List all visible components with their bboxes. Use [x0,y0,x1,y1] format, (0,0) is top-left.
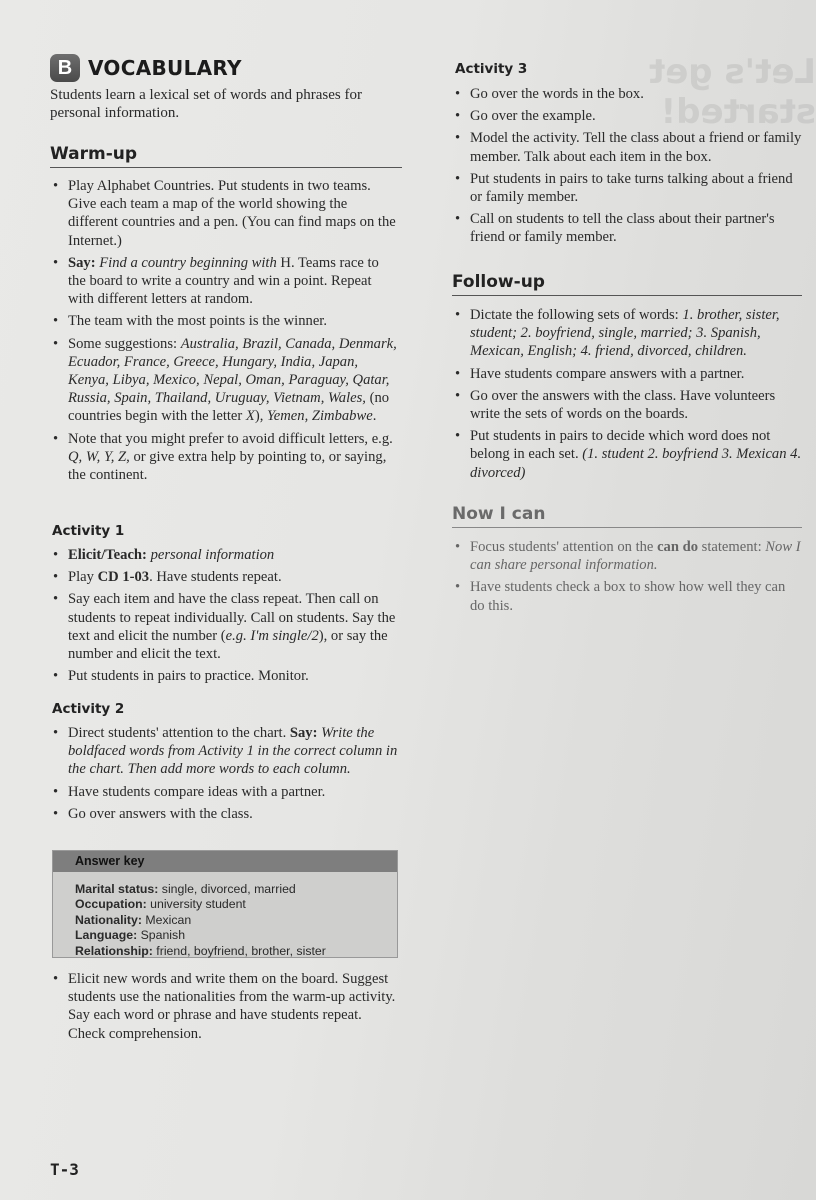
list-item: • Note that you might prefer to avoid difficult letters, e.g. Q, W, Y, Z, or give extra help by pointing to, or saying, the continent. [50,430,400,485]
section-intro: Students learn a lexical set of words and phrases for personal information. [50,87,362,121]
after-key-list [50,970,400,1047]
list-item: • Put students in pairs to practice. Monitor. [50,667,400,685]
followup-list [452,306,802,486]
list-item: • Go over the answers with the class. Have volunteers write the sets of words on the boards. [452,387,802,423]
warmup-heading: Warm-up [50,144,402,168]
list-item: • Put students in pairs to take turns talking about a friend or family member. [452,170,802,206]
list-item: • Have students compare ideas with a partner. [50,783,400,801]
section-header [50,54,242,82]
list-item: • Some suggestions: Australia, Brazil, Canada, Denmark, Ecuador, France, Greece, Hungary, India, Japan, Kenya, Libya, Mexico, Nepal, Oman, Paraguay, Qatar, Russia, Spain, Thailand, Uruguay, Vietnam, Wales, (no countries begin with the letter X), Yemen, Zimbabwe. [50,335,400,426]
warmup-list [50,177,400,488]
answer-key-row: Marital status: single, divorced, married [75,882,296,896]
list-item: • Play CD 1-03. Have students repeat. [50,568,400,586]
section-title: VOCABULARY [88,56,242,80]
list-item: • Go over answers with the class. [50,805,400,823]
list-item: • Put students in pairs to decide which word does not belong in each set. (1. student 2. boyfriend 3. Mexican 4. divorced) [452,427,802,482]
answer-key-row: Occupation: university student [75,897,246,912]
activity1-list [50,546,400,689]
activity1-heading: Activity 1 [52,523,125,539]
list-item: • Elicit/Teach: personal information [50,546,400,564]
activity3-heading: Activity 3 [455,61,528,77]
list-item: • Focus students' attention on the can do statement: Now I can share personal information. [452,538,802,574]
list-item: • Play Alphabet Countries. Put students in two teams. Give each team a map of the world showing the different countries and a pen. (You can find maps on the Internet.) [50,177,400,250]
list-item: • The team with the most points is the winner. [50,312,400,330]
section-badge: B [50,54,80,82]
list-item: • Say: Find a country beginning with H. Teams race to the board to write a country and win a point. Repeat with different letters at random. [50,254,400,309]
answer-key-box [52,850,398,958]
activity2-list [50,724,400,827]
list-item: • Elicit new words and write them on the board. Suggest students use the nationalities from the warm-up activity. Say each word or phrase and have students repeat. Check comprehension. [50,970,400,1043]
list-item: • Go over the words in the box. [452,85,802,103]
list-item: • Call on students to tell the class about their partner's friend or family member. [452,210,802,246]
list-item: • Go over the example. [452,107,802,125]
nowican-heading: Now I can [452,504,802,528]
list-item: • Have students check a box to show how well they can do this. [452,578,802,614]
answer-key-body [53,872,397,959]
activity2-heading: Activity 2 [52,701,125,717]
list-item: • Say each item and have the class repeat. Then call on students to repeat individually. Call on students. Say the text and elicit the number (e.g. I'm single/2), or say the number and elicit the text. [50,590,400,663]
bleed-through-text: Let's get started! [648,52,816,132]
answer-key-row: Relationship: friend, boyfriend, brother, sister [75,943,326,958]
activity3-list [452,85,802,251]
answer-key-row: Nationality: Mexican [75,912,192,927]
list-item: • Direct students' attention to the chart. Say: Write the boldfaced words from Activity 1 in the correct column in the chart. Then add more words to each column. [50,724,400,779]
answer-key-row: Language: Spanish [75,928,186,943]
list-item: • Dictate the following sets of words: 1. brother, sister, student; 2. boyfriend, single, married; 3. Spanish, Mexican, English; 4. friend, divorced, children. [452,306,802,361]
list-item: • Model the activity. Tell the class about a friend or family member. Talk about each item in the box. [452,129,802,165]
followup-heading: Follow-up [452,272,802,296]
answer-key-title: Answer key [53,851,397,872]
nowican-list [452,538,802,619]
list-item: • Have students compare answers with a partner. [452,365,802,383]
page-number: T-3 [50,1160,79,1179]
